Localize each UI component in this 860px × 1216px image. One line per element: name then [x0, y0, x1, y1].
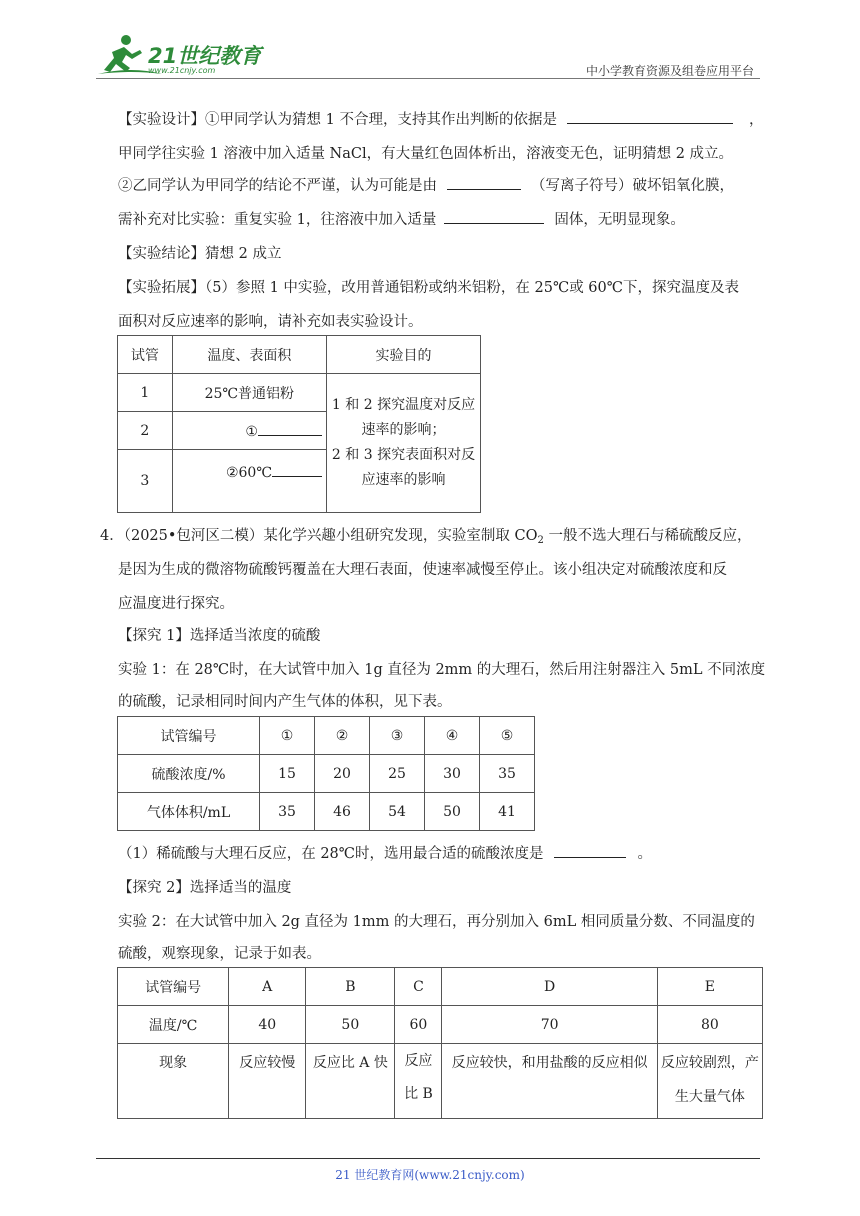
table-cell: 35	[260, 793, 315, 831]
table-header: 温度、表面积	[172, 336, 326, 374]
table-cell: 80	[657, 1006, 762, 1044]
table-cell: 反应较慢	[229, 1044, 306, 1119]
logo-text: 21世纪教育	[148, 44, 262, 68]
table-cell: 54	[370, 793, 425, 831]
temperature-table	[117, 967, 763, 1119]
table-cell: 25℃普通铝粉	[172, 374, 326, 412]
table-cell: 20	[315, 755, 370, 793]
exp2-line-2: 硫酸，观察现象，记录于如表。	[118, 946, 321, 962]
table-cell: 反应较快，和用盐酸的反应相似	[442, 1044, 657, 1119]
table-cell: 反应 比 B	[395, 1044, 442, 1119]
acid-concentration-table	[117, 716, 535, 831]
extension-line-2: 面积对反应速率的影响，请补充如表实验设计。	[118, 314, 423, 330]
header-divider	[96, 78, 760, 79]
q4-line-2: 是因为生成的微溶物硫酸钙覆盖在大理石表面，使速率减慢至停止。该小组决定对硫酸浓度和反	[118, 562, 727, 578]
design-line-1: 【实验设计】①甲同学认为猜想 1 不合理，支持其作出判断的依据是 ，	[118, 108, 763, 129]
exp1-line-1: 实验 1：在 28℃时，在大试管中加入 1g 直径为 2mm 的大理石，然后用注射器注入 5mL 不同浓度	[118, 662, 766, 678]
row-label: 气体体积/mL	[118, 793, 260, 831]
table-cell: ①	[172, 412, 326, 450]
table-cell: A	[229, 968, 306, 1006]
answer-blank-5	[272, 462, 322, 477]
design-line-3: ②乙同学认为甲同学的结论不严谨，认为可能是由 （写离子符号）破坏铝氧化膜，	[118, 174, 734, 195]
site-logo	[92, 30, 262, 80]
answer-blank-2	[447, 175, 521, 190]
table-cell: ①	[260, 717, 315, 755]
table-cell: 50	[425, 793, 480, 831]
table-cell: D	[442, 968, 657, 1006]
header-platform-text: 中小学教育资源及组卷应用平台	[585, 64, 754, 78]
table-cell: ②60℃	[172, 450, 326, 513]
row-label: 试管编号	[118, 717, 260, 755]
extension-line-1: 【实验拓展】（5）参照 1 中实验，改用普通铝粉或纳米铝粉，在 25℃或 60℃下，探究温度及表	[118, 280, 739, 296]
answer-blank-1	[567, 109, 733, 124]
design-line-4: 需补充对比实验：重复实验 1，往溶液中加入适量 固体，无明显现象。	[118, 208, 685, 229]
table-cell: 60	[395, 1006, 442, 1044]
table-cell: 46	[315, 793, 370, 831]
table-cell: 3	[118, 450, 173, 513]
row-label: 试管编号	[118, 968, 229, 1006]
sub-question-1: （1）稀硫酸与大理石反应，在 28℃时，选用最合适的硫酸浓度是 。	[118, 842, 652, 863]
footer-text: 21 世纪教育网(www.21cnjy.com)	[335, 1168, 525, 1182]
table-cell: E	[657, 968, 762, 1006]
logo-url: www.21cnjy.com	[148, 66, 216, 75]
design-line-2: 甲同学往实验 1 溶液中加入适量 NaCl，有大量红色固体析出，溶液变无色，证明猜想 2 成立。	[118, 146, 734, 162]
table-cell: 15	[260, 755, 315, 793]
footer-divider	[96, 1158, 760, 1159]
row-label: 硫酸浓度/%	[118, 755, 260, 793]
table-cell: 35	[480, 755, 535, 793]
table-cell: ②	[315, 717, 370, 755]
table-cell: 41	[480, 793, 535, 831]
q4-line-3: 应温度进行探究。	[118, 596, 234, 612]
explore-1-title: 【探究 1】选择适当浓度的硫酸	[118, 628, 321, 644]
table-cell: 1	[118, 374, 173, 412]
answer-blank-4	[258, 421, 322, 436]
table-cell: ⑤	[480, 717, 535, 755]
table-cell: 70	[442, 1006, 657, 1044]
table-cell: C	[395, 968, 442, 1006]
table-cell: 反应较剧烈，产 生大量气体	[657, 1044, 762, 1119]
row-label: 现象	[118, 1044, 229, 1119]
table-cell: 25	[370, 755, 425, 793]
table-cell: 50	[306, 1006, 395, 1044]
table-header: 试管	[118, 336, 173, 374]
table-cell: B	[306, 968, 395, 1006]
purpose-cell: 1 和 2 探究温度对反应 速率的影响； 2 和 3 探究表面积对反 应速率的影响	[326, 374, 480, 513]
answer-blank-3	[444, 209, 544, 224]
table-cell: 反应比 A 快	[306, 1044, 395, 1119]
q4-line-1: 4．（2025•包河区二模）某化学兴趣小组研究发现，实验室制取 $CO_2$ 一般不选大理石与稀硫酸反应，	[100, 528, 752, 546]
exp2-line-1: 实验 2：在大试管中加入 2g 直径为 1mm 的大理石，再分别加入 6mL 相同质量分数、不同温度的	[118, 914, 755, 930]
table-cell: 2	[118, 412, 173, 450]
explore-2-title: 【探究 2】选择适当的温度	[118, 880, 292, 896]
table-cell: ③	[370, 717, 425, 755]
aluminum-experiment-table	[117, 335, 481, 513]
answer-blank-6	[554, 843, 626, 858]
table-cell: 30	[425, 755, 480, 793]
row-label: 温度/℃	[118, 1006, 229, 1044]
table-cell: ④	[425, 717, 480, 755]
table-header: 实验目的	[326, 336, 480, 374]
exp1-line-2: 的硫酸，记录相同时间内产生气体的体积，见下表。	[118, 694, 452, 710]
conclusion-line: 【实验结论】猜想 2 成立	[118, 246, 282, 262]
table-cell: 40	[229, 1006, 306, 1044]
